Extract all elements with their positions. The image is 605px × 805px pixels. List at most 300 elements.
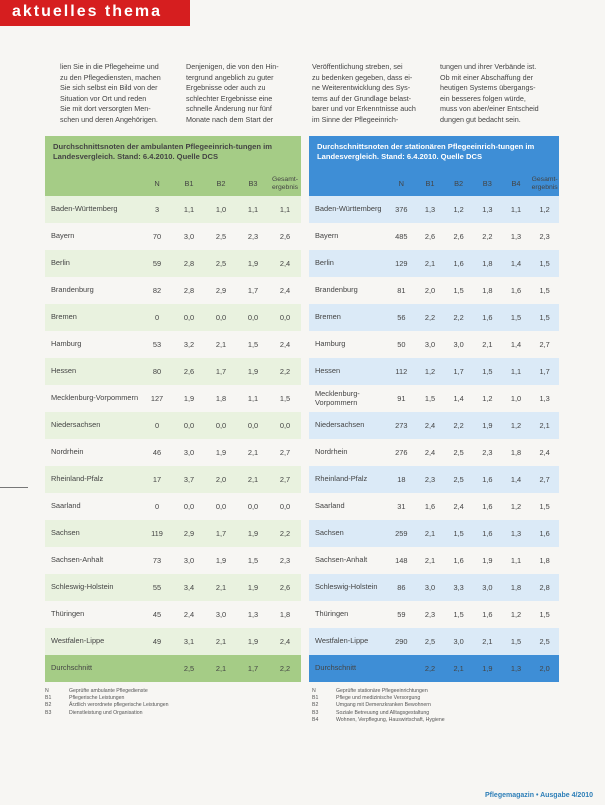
footnote-key: B1	[45, 695, 52, 702]
value-cell: 1,8	[510, 448, 522, 457]
value-cell	[141, 655, 173, 682]
intro-line: lien Sie in die Pflegeheime und	[60, 62, 159, 71]
value-cell: 2,9	[183, 529, 195, 538]
value-cell: 3,1	[183, 637, 195, 646]
value-cell: 53	[152, 340, 162, 349]
value-cell: 1,5	[247, 556, 259, 565]
column-header: N	[154, 179, 160, 188]
value-cell: 56	[397, 313, 406, 322]
value-cell: 0	[154, 502, 160, 511]
value-cell: 1,2	[510, 421, 522, 430]
value-cell: 1,2	[510, 502, 522, 511]
region-label: Brandenburg	[315, 285, 358, 295]
value-cell: 1,9	[183, 394, 195, 403]
value-cell: 1,5	[539, 610, 550, 619]
stationaer-table	[309, 136, 559, 682]
value-cell: 1,6	[510, 286, 522, 295]
value-cell: 2,1	[215, 583, 227, 592]
average-row	[309, 655, 559, 682]
value-cell: 1,2	[539, 205, 550, 214]
value-cell: 91	[397, 394, 406, 403]
region-label: Bremen	[51, 312, 77, 322]
region-label: Baden-Württemberg	[315, 204, 382, 214]
intro-column-3	[312, 62, 430, 126]
value-cell: 1,1	[510, 556, 522, 565]
table-row	[45, 439, 301, 466]
value-cell: 49	[152, 637, 162, 646]
value-cell: 2,4	[453, 502, 464, 511]
value-cell: 0,0	[247, 421, 259, 430]
value-cell: 1,3	[482, 205, 493, 214]
table-row	[309, 412, 559, 439]
value-cell: 1,5	[247, 340, 259, 349]
value-cell: 1,9	[247, 259, 259, 268]
footnote-key: B3	[45, 709, 52, 716]
region-label: Brandenburg	[51, 285, 94, 295]
column-header-row	[45, 172, 301, 196]
value-cell: 0,0	[183, 421, 195, 430]
footnote-text: Wohnen, Verpflegung, Hauswirtschaft, Hygiene	[336, 716, 445, 723]
intro-line: Sie mit dort versorgten Men-	[60, 104, 151, 114]
value-cell: 1,3	[247, 610, 259, 619]
value-cell: 1,2	[424, 367, 436, 376]
value-cell: 2,4	[279, 259, 291, 268]
value-cell: 2,1	[482, 340, 493, 349]
ambulant-footnotes	[45, 688, 295, 717]
intro-column-2	[186, 62, 304, 126]
value-cell: 259	[395, 529, 408, 538]
intro-line: im Sinne der Pflegeeinrich-	[312, 114, 399, 124]
value-cell: 3	[154, 205, 160, 214]
footnote-key: N	[312, 688, 316, 694]
region-label: Berlin	[51, 258, 70, 268]
table-row	[45, 520, 301, 547]
value-cell: 2,9	[215, 286, 227, 295]
value-cell: 1,6	[482, 529, 493, 538]
value-cell: 59	[152, 259, 162, 268]
value-cell: 1,5	[453, 286, 464, 295]
region-label: Bremen	[315, 312, 341, 322]
value-cell: 2,8	[183, 286, 195, 295]
value-cell: 80	[152, 367, 162, 376]
intro-line: tergrund angeblich zu guter	[186, 72, 274, 82]
table-row	[309, 493, 559, 520]
value-cell: 2,5	[424, 637, 436, 646]
value-cell: 2,5	[453, 448, 464, 457]
footnote	[312, 688, 562, 695]
table-row	[309, 439, 559, 466]
banner-title: aktuelles thema	[12, 3, 163, 20]
value-cell: 1,9	[215, 448, 227, 457]
intro-line: dungen gut bedacht sein.	[440, 114, 521, 124]
table-row	[45, 466, 301, 493]
average-row	[45, 655, 301, 682]
intro-line: muss von aber/einer Entscheid	[440, 104, 539, 114]
value-cell: 1,5	[539, 259, 550, 268]
value-cell: 276	[395, 448, 408, 457]
value-cell: 1,9	[247, 583, 259, 592]
value-cell: 1,1	[247, 394, 259, 403]
value-cell: 1,5	[453, 529, 464, 538]
value-cell: 2,5	[183, 664, 195, 673]
footnote-text: Ärztlich verordnete pflegerische Leistungen	[69, 702, 169, 709]
value-cell: 1,3	[510, 529, 522, 538]
intro-column-1	[60, 62, 178, 126]
table-row	[45, 250, 301, 277]
value-cell: 119	[151, 529, 163, 538]
column-header-row	[309, 172, 559, 196]
value-cell: 1,7	[539, 367, 550, 376]
value-cell: 1,9	[247, 367, 259, 376]
intro-line: schen und deren Angehörigen.	[60, 114, 158, 124]
value-cell: 0,0	[183, 502, 195, 511]
column-header: B1	[184, 179, 194, 188]
table-row	[309, 628, 559, 655]
value-cell: 2,3	[539, 232, 550, 241]
value-cell: 2,1	[453, 664, 464, 673]
region-label: Sachsen-Anhalt	[51, 555, 104, 565]
intro-line: barer und vor Erkenntnisse auch	[312, 104, 416, 114]
table-row	[309, 196, 559, 223]
value-cell: 1,2	[453, 205, 464, 214]
value-cell: 1,9	[247, 637, 259, 646]
table-row	[309, 358, 559, 385]
footnote-text: Geprüfte ambulante Pflegedienste	[69, 688, 148, 694]
value-cell: 1,1	[510, 367, 522, 376]
footnote-text: Pflege und medizinische Versorgung	[336, 695, 421, 702]
value-cell: 3,0	[183, 232, 195, 241]
table-row	[309, 385, 559, 412]
value-cell: 81	[397, 286, 406, 295]
value-cell: 1,9	[247, 529, 259, 538]
value-cell: 2,6	[424, 232, 436, 241]
stationaer-table-title: Durchschnittsnoten der stationären Pflegeeinrich-tungen im Landesvergleich. Stand: 6.4.2010. Quelle DCS	[317, 142, 535, 161]
value-cell: 2,3	[482, 448, 493, 457]
region-label: Nordrhein	[51, 447, 84, 457]
value-cell: 1,8	[482, 259, 493, 268]
footnote-key: B1	[312, 695, 319, 702]
value-cell: 1,4	[510, 475, 522, 484]
value-cell: 1,5	[510, 637, 522, 646]
value-cell: 0,0	[279, 313, 291, 322]
region-label: Berlin	[315, 258, 334, 268]
value-cell: 3,3	[453, 583, 464, 592]
region-label: Thüringen	[51, 609, 85, 619]
value-cell: 1,6	[453, 259, 464, 268]
value-cell: 273	[395, 421, 408, 430]
value-cell: 0	[154, 313, 160, 322]
value-cell: 1,6	[424, 502, 436, 511]
value-cell: 112	[395, 367, 408, 376]
footnote	[312, 710, 562, 717]
footnote	[312, 695, 562, 702]
column-header: B2	[216, 179, 226, 188]
footnote	[312, 702, 562, 709]
value-cell: 0	[154, 421, 160, 430]
intro-line: Monate nach dem Start der	[186, 114, 274, 124]
stationaer-table-header	[309, 136, 559, 196]
value-cell: 2,5	[539, 637, 550, 646]
value-cell: 50	[397, 340, 406, 349]
region-label: Rheinland-Pfalz	[51, 474, 104, 484]
value-cell: 3,0	[453, 637, 464, 646]
value-cell: 2,1	[424, 556, 436, 565]
footnote-key: B4	[312, 716, 319, 723]
value-cell: 1,3	[539, 394, 550, 403]
value-cell: 46	[152, 448, 162, 457]
value-cell: 1,4	[453, 394, 464, 403]
footnote-key: B3	[312, 709, 319, 716]
value-cell: 1,6	[453, 556, 464, 565]
value-cell: 2,0	[424, 286, 436, 295]
value-cell: 2,1	[424, 259, 436, 268]
region-label: Baden-Württemberg	[51, 204, 118, 214]
footnote	[45, 702, 295, 709]
intro-line: Situation vor Ort und reden	[60, 93, 147, 103]
intro-line: schnelle Änderung nur fünf	[186, 104, 272, 114]
footnote	[45, 710, 295, 717]
region-label: Durchschnitt	[51, 663, 93, 673]
value-cell: 82	[152, 286, 162, 295]
region-label: Bayern	[315, 231, 339, 241]
value-cell: 0,0	[183, 313, 195, 322]
value-cell: 2,2	[424, 313, 436, 322]
value-cell: 2,6	[279, 232, 291, 241]
value-cell: 1,4	[510, 259, 522, 268]
value-cell: 73	[152, 556, 162, 565]
value-cell: 1,1	[510, 205, 522, 214]
region-label: Schleswig-Holstein	[315, 582, 378, 592]
table-row	[309, 574, 559, 601]
value-cell: 1,6	[482, 313, 493, 322]
column-header: B3	[248, 179, 258, 188]
value-cell: 1,9	[482, 664, 493, 673]
region-label: Rheinland-Pfalz	[315, 474, 368, 484]
value-cell: 3,4	[183, 583, 195, 592]
value-cell: 2,4	[279, 340, 291, 349]
footnote-key: B2	[312, 702, 319, 709]
region-label: Sachsen-Anhalt	[315, 555, 368, 565]
region-label: Thüringen	[315, 609, 349, 619]
value-cell: 2,4	[183, 610, 195, 619]
footnote-text: Soziale Betreuung und Alltagsgestaltung	[336, 709, 430, 716]
value-cell: 2,1	[247, 475, 259, 484]
value-cell: 1,8	[482, 286, 493, 295]
value-cell: 0,0	[247, 313, 259, 322]
value-cell: 3,0	[482, 583, 493, 592]
region-label: Schleswig-Holstein	[51, 582, 114, 592]
value-cell: 86	[397, 583, 406, 592]
value-cell: 148	[395, 556, 408, 565]
region-label: Bayern	[51, 231, 75, 241]
value-cell: 2,6	[279, 583, 291, 592]
value-cell: 1,1	[279, 205, 291, 214]
value-cell: 2,2	[453, 313, 464, 322]
value-cell: 2,1	[215, 637, 227, 646]
table-row	[45, 277, 301, 304]
ambulant-table	[45, 136, 301, 682]
margin-mark	[0, 487, 28, 488]
value-cell: 3,7	[183, 475, 195, 484]
column-header: B2	[454, 179, 464, 188]
value-cell: 1,5	[539, 313, 550, 322]
value-cell: 70	[152, 232, 162, 241]
region-label: Niedersachsen	[315, 420, 365, 430]
value-cell: 1,5	[453, 610, 464, 619]
value-cell: 1,5	[510, 313, 522, 322]
value-cell: 3,0	[424, 340, 436, 349]
value-cell: 2,2	[424, 664, 436, 673]
table-row	[45, 493, 301, 520]
value-cell: 2,2	[279, 664, 291, 673]
section-banner	[0, 0, 190, 26]
value-cell: 1,8	[215, 394, 227, 403]
value-cell: 17	[152, 475, 162, 484]
table-row	[309, 331, 559, 358]
value-cell: 2,1	[215, 340, 227, 349]
intro-line: Ob mit einer Abschaffung der	[440, 72, 533, 82]
table-row	[45, 628, 301, 655]
value-cell: 2,2	[279, 529, 291, 538]
value-cell: 127	[150, 394, 164, 403]
value-cell: 59	[397, 610, 406, 619]
region-label: Sachsen	[51, 528, 80, 538]
value-cell: 1,8	[510, 583, 522, 592]
region-label: Saarland	[51, 501, 81, 511]
value-cell: 2,3	[424, 475, 436, 484]
table-row	[45, 358, 301, 385]
table-row	[309, 250, 559, 277]
intro-line: schlechter Ergebnisse eine	[186, 93, 273, 103]
footnote-key: N	[45, 688, 49, 694]
region-label: Mecklenburg-Vorpommern	[51, 393, 139, 403]
value-cell: 2,0	[215, 475, 227, 484]
table-row	[45, 385, 301, 412]
value-cell: 2,3	[247, 232, 259, 241]
value-cell: 1,7	[247, 286, 259, 295]
value-cell: 1,9	[482, 556, 493, 565]
value-cell: 2,8	[539, 583, 550, 592]
table-row	[45, 547, 301, 574]
intro-line: zu den Pflegediensten, machen	[60, 72, 161, 82]
value-cell: 0,0	[215, 502, 227, 511]
table-row	[45, 223, 301, 250]
value-cell: 31	[397, 502, 406, 511]
value-cell: 485	[395, 232, 408, 241]
value-cell: 2,1	[482, 637, 493, 646]
value-cell: 1,6	[482, 610, 493, 619]
table-row	[45, 304, 301, 331]
region-label: Sachsen	[315, 528, 344, 538]
table-row	[309, 520, 559, 547]
table-row	[309, 466, 559, 493]
value-cell: 1,5	[482, 367, 493, 376]
table-row	[45, 601, 301, 628]
value-cell: 1,9	[482, 421, 493, 430]
region-label: Hessen	[51, 366, 77, 376]
table-row	[309, 277, 559, 304]
value-cell: 2,6	[183, 367, 195, 376]
value-cell: 1,1	[183, 205, 195, 214]
value-cell: 2,1	[215, 664, 227, 673]
table-row	[309, 547, 559, 574]
value-cell: 3,2	[183, 340, 195, 349]
region-label: Niedersachsen	[51, 420, 101, 430]
footnote	[45, 688, 295, 695]
intro-line: heutigen Systems übergangs-	[440, 83, 536, 93]
value-cell: 2,2	[279, 367, 291, 376]
region-label: Durchschnitt	[315, 663, 357, 673]
table-row	[45, 331, 301, 358]
table-row	[309, 601, 559, 628]
value-cell: 3,0	[453, 340, 464, 349]
value-cell: 129	[395, 259, 408, 268]
value-cell: 3,0	[424, 583, 436, 592]
column-header: Gesamt- ergebnis	[531, 176, 558, 191]
column-header: N	[398, 179, 404, 188]
value-cell: 1,7	[215, 529, 227, 538]
value-cell: 2,7	[539, 340, 550, 349]
value-cell: 2,4	[539, 448, 550, 457]
value-cell: 0,0	[279, 502, 291, 511]
footnote	[312, 717, 562, 724]
value-cell: 2,7	[539, 475, 550, 484]
region-label: Saarland	[315, 501, 345, 511]
value-cell: 1,3	[510, 664, 522, 673]
stationaer-footnotes	[312, 688, 562, 724]
intro-line: Sie sich selbst ein Bild von der	[60, 83, 158, 93]
page-footer: Pflegemagazin • Ausgabe 4/2010	[484, 792, 593, 799]
value-cell: 2,7	[279, 475, 291, 484]
value-cell: 376	[395, 205, 408, 214]
value-cell: 2,4	[279, 286, 291, 295]
value-cell: 1,8	[279, 610, 291, 619]
value-cell: 0,0	[247, 502, 259, 511]
value-cell: 0,0	[215, 421, 227, 430]
value-cell: 2,0	[539, 664, 550, 673]
value-cell: 1,5	[424, 394, 436, 403]
value-cell: 290	[395, 637, 408, 646]
value-cell: 3,0	[215, 610, 227, 619]
value-cell: 1,3	[510, 232, 522, 241]
value-cell: 1,2	[510, 610, 522, 619]
region-label: Westfalen-Lippe	[51, 636, 105, 646]
intro-line: Denjenigen, die von den Hin-	[186, 62, 279, 71]
value-cell: 2,4	[424, 448, 436, 457]
value-cell: 1,6	[482, 502, 493, 511]
value-cell: 1,3	[424, 205, 436, 214]
column-header: B1	[425, 179, 435, 188]
value-cell: 0,0	[279, 421, 291, 430]
value-cell: 1,9	[215, 556, 227, 565]
footnote-key: B2	[45, 702, 52, 709]
table-row	[309, 304, 559, 331]
column-header: B4	[511, 179, 521, 188]
intro-line: zu bedenken gegeben, dass ei-	[312, 72, 413, 82]
region-label: Nordrhein	[315, 447, 348, 457]
value-cell: 2,1	[424, 529, 436, 538]
value-cell: 2,8	[183, 259, 195, 268]
value-cell: 2,5	[215, 259, 227, 268]
footnote-text: Geprüfte stationäre Pflegeeinrichtungen	[336, 688, 428, 694]
value-cell: 2,5	[453, 475, 464, 484]
footnote-text: Dienstleistung und Organisation	[69, 709, 143, 716]
value-cell: 2,2	[482, 232, 493, 241]
value-cell: 55	[152, 583, 162, 592]
intro-line: ne Weiterentwicklung des Sys-	[312, 83, 411, 93]
region-label: Hamburg	[51, 339, 82, 349]
value-cell: 3,0	[183, 448, 195, 457]
